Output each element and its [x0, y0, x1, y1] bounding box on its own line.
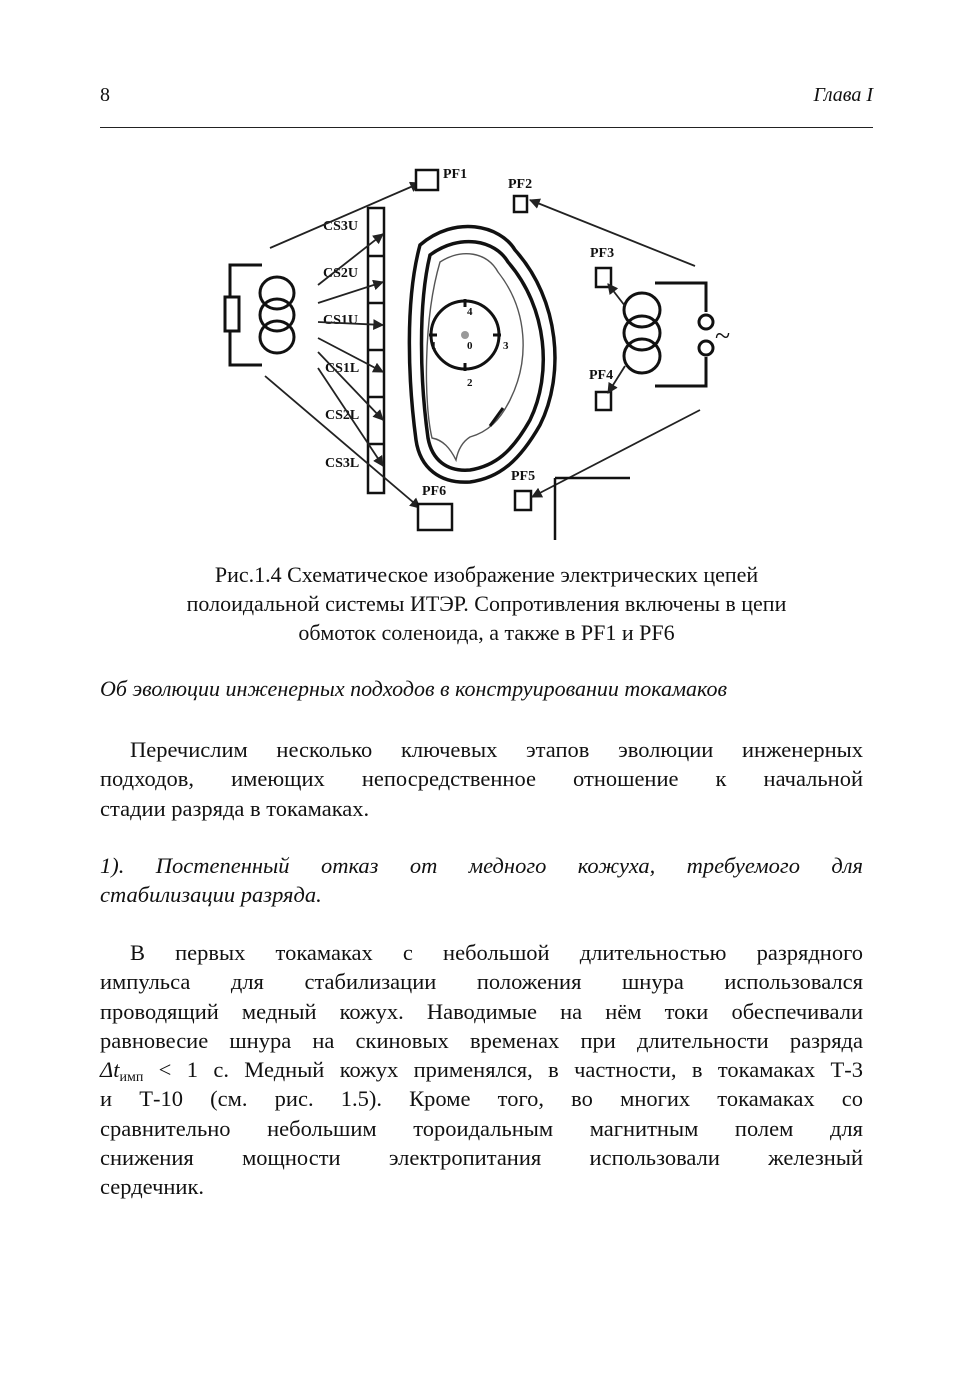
- figure-caption: [100, 560, 873, 647]
- caption-line: Рис.1.4 Схематическое изображение электрических цепей: [214, 562, 759, 587]
- label-pf1: PF1: [443, 167, 468, 182]
- left-transformer: [225, 265, 294, 365]
- text-line: сравнительно небольшим тороидальным магнитным полем для: [100, 1115, 863, 1141]
- label-cs1l: CS1L: [325, 361, 360, 376]
- label-pf2: PF2: [508, 177, 533, 192]
- text-line: сердечник.: [100, 1174, 205, 1200]
- text-line: стабилизации разряда.: [100, 882, 322, 908]
- label-pf4: PF4: [589, 368, 614, 383]
- probe-label-3: 3: [503, 340, 509, 352]
- text-line: стадии разряда в токамаках.: [100, 795, 370, 821]
- probe-circle: [429, 299, 501, 371]
- caption-line: полоидальной системы ИТЭР. Сопротивления включены в цепи: [186, 591, 787, 616]
- text-line-rest: < 1 с. Медный кожух применялся, в частности, в токамаках Т-3: [143, 1057, 863, 1083]
- label-cs1u: CS1U: [323, 313, 359, 328]
- label-cs2u: CS2U: [323, 266, 359, 281]
- label-cs3u: CS3U: [323, 219, 359, 234]
- divertor-plate: [490, 408, 503, 426]
- text-line: Перечислим несколько ключевых этапов эволюции инженерных: [130, 737, 863, 762]
- text-line: проводящий медный кожух. Наводимые на нём токи обеспечивали: [100, 998, 863, 1024]
- label-pf5: PF5: [511, 469, 536, 484]
- subsection-heading: [100, 851, 863, 910]
- label-pf6: PF6: [422, 484, 447, 499]
- text-line: и Т-10 (см. рис. 1.5). Кроме того, во многих токамаках со: [100, 1086, 863, 1112]
- vacuum-vessel: [409, 226, 555, 482]
- probe-label-0: 0: [467, 340, 473, 352]
- ac-source-symbol: ~: [715, 321, 731, 352]
- text-line: 1). Постепенный отказ от медного кожуха, требуемого для: [100, 853, 863, 878]
- central-solenoid-stack: [368, 208, 384, 493]
- probe-label-4: 4: [467, 306, 473, 318]
- delta-t-subscript: имп: [119, 1070, 144, 1086]
- text-line: снижения мощности электропитания использовали железный: [100, 1145, 863, 1171]
- text-line: равновесие шнура на скиновых временах при длительности разряда: [100, 1027, 863, 1053]
- text-line: импульса для стабилизации положения шнура использовался: [100, 969, 863, 995]
- page-number: 8: [100, 84, 110, 106]
- probe-label-1: 1: [431, 340, 437, 352]
- paragraph-intro: [100, 735, 863, 823]
- right-transformer: [624, 283, 713, 386]
- label-pf3: PF3: [590, 246, 615, 261]
- port-corner: [555, 478, 630, 540]
- probe-label-2: 2: [467, 377, 473, 389]
- iter-circuit-figure: [0, 0, 973, 550]
- text-line: В первых токамаках с небольшой длительностью разрядного: [130, 940, 863, 965]
- delta-t-symbol: Δt: [100, 1057, 120, 1083]
- text-line: подходов, имеющих непосредственное отношение к начальной: [100, 766, 863, 792]
- section-title: Об эволюции инженерных подходов в конструировании токамаков: [100, 676, 728, 701]
- label-cs2l: CS2L: [325, 408, 360, 423]
- label-cs3l: CS3L: [325, 456, 360, 471]
- text-line: [100, 1055, 863, 1084]
- caption-line: обмоток соленоида, а также в PF1 и PF6: [298, 620, 675, 645]
- paragraph-copper-shell: [100, 938, 863, 1202]
- chapter-title: Глава I: [813, 84, 873, 106]
